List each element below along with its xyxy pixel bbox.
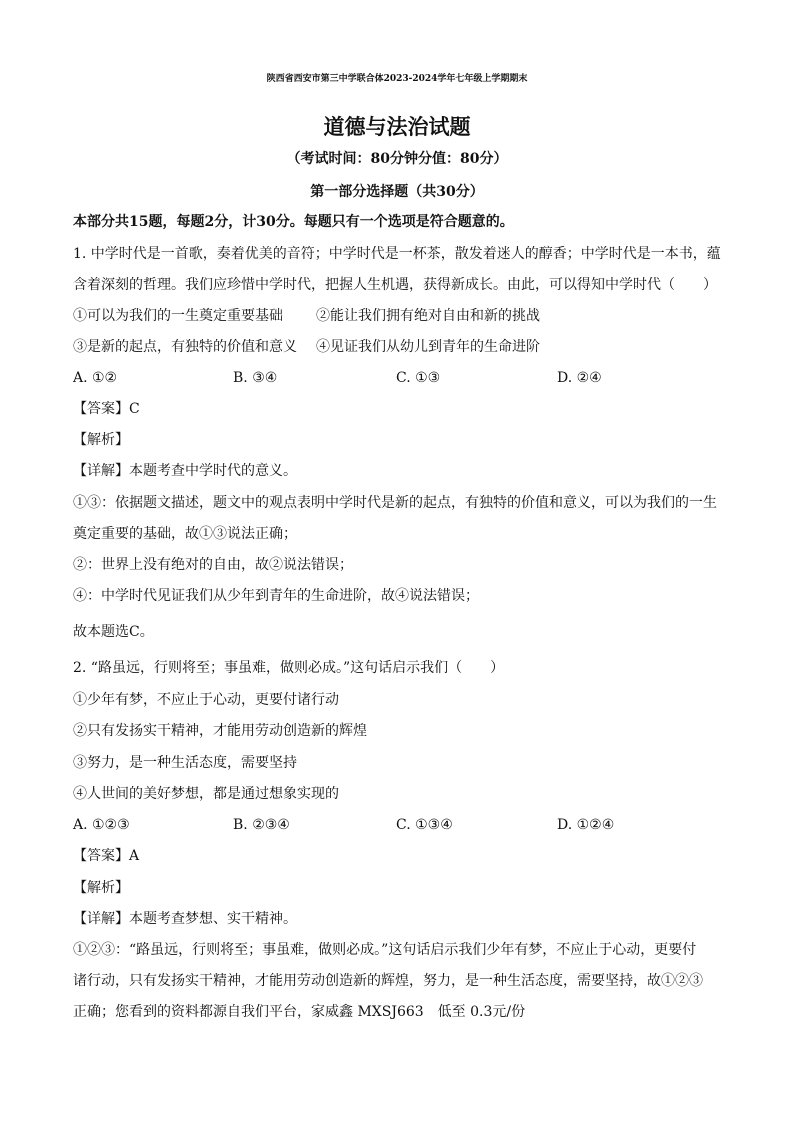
q1-explanation-3: ④：中学时代见证我们从少年到青年的生命进阶，故④说法错误；	[73, 588, 479, 604]
q2-detail: 【详解】本题考查梦想、实干精神。	[73, 911, 297, 927]
q1-item-3: ③是新的起点，有独特的价值和意义	[73, 339, 297, 355]
section-note: 本部分共15题，每题2分，计30分。每题只有一个选项是符合题意的。	[73, 214, 514, 230]
q2-option-a: A. ①②③	[73, 817, 130, 833]
q1-stem-line2: 含着深刻的哲理。我们应珍惜中学时代，把握人生机遇，获得新成长。由此，可以得知中学时代（ ）	[73, 277, 717, 293]
q1-option-b: B. ③④	[233, 370, 278, 386]
q1-analysis-label: 【解析】	[73, 432, 129, 448]
q2-item-1: ①少年有梦，不应止于心动，更要付诸行动	[73, 692, 339, 708]
q1-detail: 【详解】本题考查中学时代的意义。	[73, 463, 297, 479]
q1-answer: 【答案】C	[73, 401, 140, 417]
q1-item-2: ②能让我们拥有绝对自由和新的挑战	[316, 308, 540, 324]
q2-item-3: ③努力，是一种生活态度，需要坚持	[73, 755, 297, 771]
q2-explanation-line2: 诸行动，只有发扬实干精神，才能用劳动创造新的辉煌，努力，是一种生活态度，需要坚持，故①②③	[73, 973, 703, 989]
q2-item-2: ②只有发扬实干精神，才能用劳动创造新的辉煌	[73, 723, 367, 739]
section-title: 第一部分选择题（共30分）	[310, 184, 484, 200]
q1-option-c: C. ①③	[396, 370, 441, 386]
q2-option-c: C. ①③④	[396, 817, 453, 833]
q1-explanation-1-line2: 奠定重要的基础，故①③说法正确；	[73, 526, 297, 542]
q2-explanation-line3: 正确；您看到的资料都源自我们平台，家威鑫 MXSJ663 低至 0.3元/份	[73, 1004, 526, 1020]
q2-analysis-label: 【解析】	[73, 880, 129, 896]
q2-answer: 【答案】A	[73, 848, 140, 864]
q1-item-4: ④见证我们从幼儿到青年的生命进阶	[316, 339, 540, 355]
doc-title-line2: 道德与法治试题	[323, 114, 471, 139]
q2-option-b: B. ②③④	[233, 817, 290, 833]
q1-conclusion: 故本题选C。	[73, 624, 154, 640]
q1-explanation-2: ②：世界上没有绝对的自由，故②说法错误；	[73, 557, 353, 573]
q2-item-4: ④人世间的美好梦想，都是通过想象实现的	[73, 786, 339, 802]
q1-option-d: D. ②④	[557, 370, 602, 386]
q2-stem: 2. “路虽远，行则将至；事虽难，做则必成。”这句话启示我们（ ）	[73, 660, 505, 676]
exam-info: （考试时间：80分钟分值：80分）	[286, 151, 508, 167]
doc-title-line1: 陕西省西安市第三中学联合体2023-2024学年七年级上学期期末	[266, 74, 528, 84]
q1-explanation-1-line1: ①③：依据题文描述，题文中的观点表明中学时代是新的起点，有独特的价值和意义，可以为我们的一生	[73, 495, 717, 511]
q2-explanation-line1: ①②③：“路虽远，行则将至；事虽难，做则必成。”这句话启示我们少年有梦，不应止于心动，更要付	[73, 942, 697, 958]
q1-stem-line1: 1. 中学时代是一首歌，奏着优美的音符；中学时代是一杯茶，散发着迷人的醇香；中学时代是一本书，蕴	[73, 246, 721, 262]
q1-option-a: A. ①②	[73, 370, 118, 386]
q2-option-d: D. ①②④	[557, 817, 615, 833]
q1-item-1: ①可以为我们的一生奠定重要基础	[73, 308, 283, 324]
